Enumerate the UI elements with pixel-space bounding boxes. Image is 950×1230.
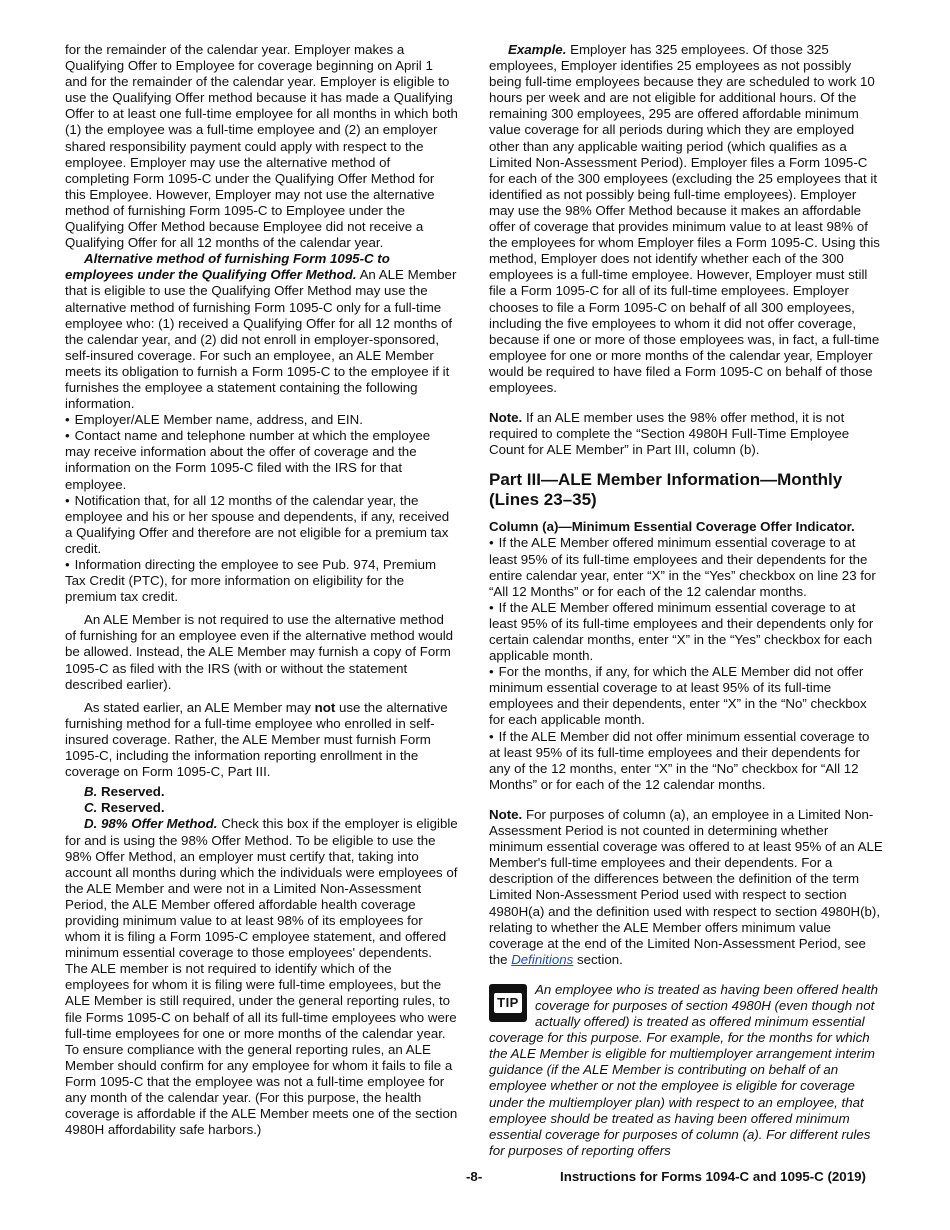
98-offer-heading: D. 98% Offer Method. [84,816,218,832]
note-column-a [489,807,884,968]
example-text: Employer has 325 employees. Of those 325 employees, Employer identifies 25 employees as not possibly being full-time employees because they are scheduled to work 10 hours per week and are not eligible for additional hours. Of the remaining 300 employees, 295 are offered affordable minimum value coverage for all periods during which they are employed other than any applicable waiting period (which qualifies as a Limited Non-Assessment Period). Employer files a Form 1095-C for each of the 300 employees (excluding the 25 employees that it identified as not possibly being full-time employees). Employer may use the 98% Offer Method because it makes an affordable offer of coverage that provides minimum value to at least 98% of the employees for whom Employer files a Form 1095-C. Using this method, Employer does not identify whether each of the 300 employees is a full-time employee. However, Employer must still file a Form 1095-C for all of its full-time employees. Employer chooses to file a Form 1095-C on behalf of all 300 employees, including the five employees to whom it did not offer coverage, because if one or more of those employees was, in fact, a full-time employee for one or more months of the calendar year, Employer would be required to have filed a Form 1095-C on behalf of those employees. [489,42,880,395]
paragraph-stated-earlier [65,700,458,780]
note-98-offer [489,410,884,458]
example-label: Example. [508,42,567,57]
note-label: Note. [489,806,523,822]
item-b-reserved [65,784,458,800]
paragraph-continuation: for the remainder of the calendar year. Employer makes a Qualifying Offer to Employee for coverage beginning on April 1 and for the remainder of the calendar year. Employer is eligible to use the Qualifying Offer method because it has made a Qualifying Offer to at least one full-time employee for all months in which both (1) the employee was a full-time employee and (2) an employer shared responsibility payment could apply with respect to the employee. Employer may use the alternative method of completing Form 1095-C under the Qualifying Offer Method for this Employee. However, Employer may not use the alternative method of furnishing Form 1095-C to Employee under the Qualifying Offer Method because Employee did not receive a Qualifying Offer for all 12 months of the calendar year. [65,42,458,251]
left-bullet-list [65,412,458,605]
section-heading-part-iii: Part III—ALE Member Information—Monthly (Lines 23–35) [489,470,843,510]
list-item: • If the ALE Member offered minimum essential coverage to at least 95% of its full-time employees and their dependents for the entire calendar year, enter “X” in the “Yes” checkbox on line 23 for “All 12 Months” or for each of the 12 calendar months. [489,535,884,599]
stated-text-b: use the alternative furnishing method for a full-time employee who enrolled in self-insured coverage. Rather, the ALE Member must furnish Form 1095-C, including the information reporting enrollment in the coverage on Form 1095-C, Part III. [65,699,448,780]
tip-box [489,982,884,1159]
list-item: • Notification that, for all 12 months of the calendar year, the employee and his or her spouse and dependents, if any, received a Qualifying Offer and therefore are not eligible for a premium tax credit. [65,493,458,557]
stated-emphasis: not [314,699,336,715]
definitions-link[interactable]: Definitions [511,951,574,967]
right-bullet-list [489,535,884,793]
note-text-end: section. [573,951,623,967]
item-b-text: Reserved. [101,784,165,800]
item-b-letter: B. [84,784,98,800]
item-c-reserved [65,800,458,816]
item-c-letter: C. [84,800,98,816]
list-item: • If the ALE Member offered minimum essential coverage to at least 95% of its full-time employees and their dependents only for certain calendar months, enter “X” in the “Yes” checkbox for each applicable month. [489,600,884,664]
list-item: • Contact name and telephone number at which the employee may receive information about the offer of coverage and the information on the Form 1095-C filed with the IRS for that employee. [65,428,458,492]
page-number: -8- [466,1169,483,1184]
item-c-text: Reserved. [101,800,165,816]
note-text: If an ALE member uses the 98% offer method, it is not required to complete the “Section 4980H Full-Time Employee Count for ALE Member” in Part III, column (b). [489,410,850,458]
paragraph-alternative-method [65,251,458,412]
paragraph-example [489,42,884,396]
tip-icon-label: TIP [494,993,522,1013]
paragraph-not-required: An ALE Member is not required to use the alternative method of furnishing for an employee even if the alternative method would be allowed. Instead, the ALE Member may furnish a copy of Form 1095-C as filed with the IRS (with or without the statement described earlier). [65,612,454,692]
alternative-method-text: An ALE Member that is eligible to use the Qualifying Offer Method may use the alternative method of furnishing Form 1095-C only for a full-time employee who: (1) received a Qualifying Offer for all 12 months of the calendar year, and (2) did not enroll in employer-sponsored, self-insured coverage. For such an employee, an ALE Member meets its obligation to furnish a Form 1095-C to the employee if it furnishes the employee a statement containing the following information. [65,267,457,412]
stated-text-a: As stated earlier, an ALE Member may [84,699,315,715]
document-title: Instructions for Forms 1094-C and 1095-C (2019) [560,1169,866,1184]
list-item: • For the months, if any, for which the ALE Member did not offer minimum essential coverage to at least 95% of its full-time employees and their dependents, enter “X” in the “No” checkbox for each applicable month. [489,664,884,728]
column-a-heading: Column (a)—Minimum Essential Coverage Offer Indicator. [489,519,855,535]
list-item: • Information directing the employee to see Pub. 974, Premium Tax Credit (PTC), for more information on eligibility for the premium tax credit. [65,557,458,605]
right-column [489,42,884,1159]
alternative-method-heading: Alternative method of furnishing Form 1095-C to employees under the Qualifying Offer Method. [65,251,390,283]
tip-icon [489,984,527,1022]
tip-text: An employee who is treated as having been offered health coverage for purposes of section 4980H (even though not actually offered) is treated as offered minimum essential coverage for this purpose. For example, for the months for which the ALE Member is eligible for multiemployer arrangement interim guidance (if the ALE Member is contributing on behalf of an employee whether or not the employee is eligible for coverage under the multiemployer plan) with respect to an employee, that employee should be treated as having been offered minimum essential coverage for purposes of column (a). For different rules for purposes of reporting offers [489,981,878,1158]
98-offer-text: Check this box if the employer is eligible for and is using the 98% Offer Method. To be eligible to use the 98% Offer Method, an employer must certify that, taking into account all months during which the individuals were employees of the ALE Member and were not in a Limited Non-Assessment Period, the ALE Member offered affordable health coverage providing minimum value to at least 98% of its employees for whom it is filing a Form 1095-C employee statement, and offered minimum essential coverage to those employees' dependents. The ALE member is not required to identify which of the employees for whom it is filing were full-time employees, but the ALE Member is still required, under the general reporting rules, to file Forms 1095-C on behalf of all its full-time employees who were full-time employees for one or more months of the calendar year. To ensure compliance with the general reporting rules, an ALE Member should confirm for any employee for whom it fails to file a Form 1095-C that the employee was not a full-time employee for any month of the calendar year. (For this purpose, the health coverage is affordable if the ALE Member meets one of the section 4980H affordability safe harbors.) [65,816,458,1138]
paragraph-98-offer-method [65,816,458,1138]
list-item: • Employer/ALE Member name, address, and EIN. [65,412,458,428]
list-item: • If the ALE Member did not offer minimum essential coverage to at least 95% of its full-time employees and their dependents for any of the 12 months, enter “X” in the “No” checkbox for “All 12 Months” or for each of the 12 calendar months. [489,729,884,793]
note-text: For purposes of column (a), an employee in a Limited Non-Assessment Period is not counted in determining whether minimum essential coverage was offered to at least 95% of an ALE Member's full-time employees and their dependents. For a description of the differences between the definition of the term Limited Non-Assessment Period used with respect to section 4980H(a) and the definition used with respect to section 4980H(b), relating to whether the ALE Member offers minimum value coverage at the end of the Limited Non-Assessment Period, see the [489,806,883,967]
note-label: Note. [489,410,523,426]
left-column [65,42,458,1138]
